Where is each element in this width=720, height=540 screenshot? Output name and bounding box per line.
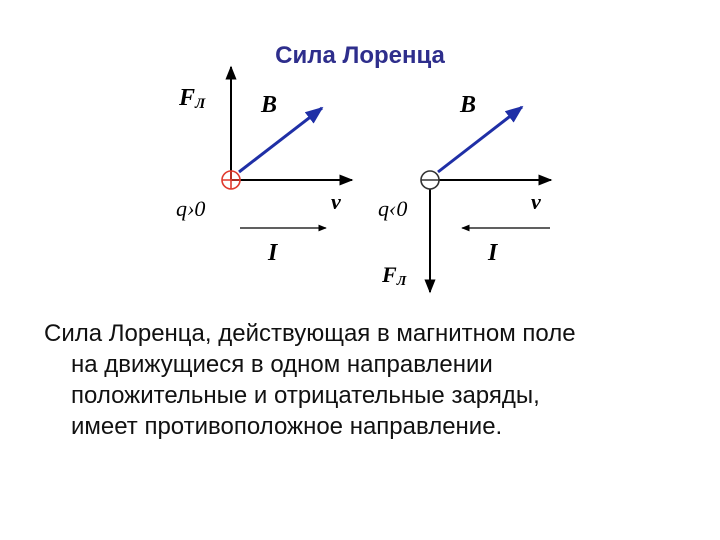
- caption-text: [44, 318, 704, 442]
- caption-line: на движущиеся в одном направлении: [71, 351, 493, 378]
- positive-charge-icon: [222, 171, 240, 189]
- left-current-label: I: [268, 240, 278, 266]
- left-diagram: [176, 67, 352, 266]
- right-charge-label: q‹0: [378, 196, 408, 221]
- negative-charge-icon: [421, 171, 439, 189]
- caption-line: Сила Лоренца, действующая в магнитном поле: [44, 320, 576, 347]
- left-force-label: FЛ: [179, 85, 206, 112]
- right-field-vector: [438, 107, 522, 172]
- left-velocity-label: v: [331, 189, 341, 214]
- left-field-vector: [239, 108, 322, 172]
- caption-line: положительные и отрицательные заряды,: [71, 382, 540, 409]
- right-diagram: [378, 92, 551, 292]
- left-charge-label: q›0: [176, 196, 206, 221]
- slide-title-text: Сила Лоренца: [275, 42, 445, 69]
- caption-line: имеет противоположное направление.: [71, 413, 503, 440]
- right-current-label: I: [488, 240, 498, 266]
- left-field-label: B: [261, 92, 278, 118]
- right-velocity-label: v: [531, 189, 541, 214]
- right-field-label: B: [460, 92, 477, 118]
- right-force-label: FЛ: [382, 262, 407, 289]
